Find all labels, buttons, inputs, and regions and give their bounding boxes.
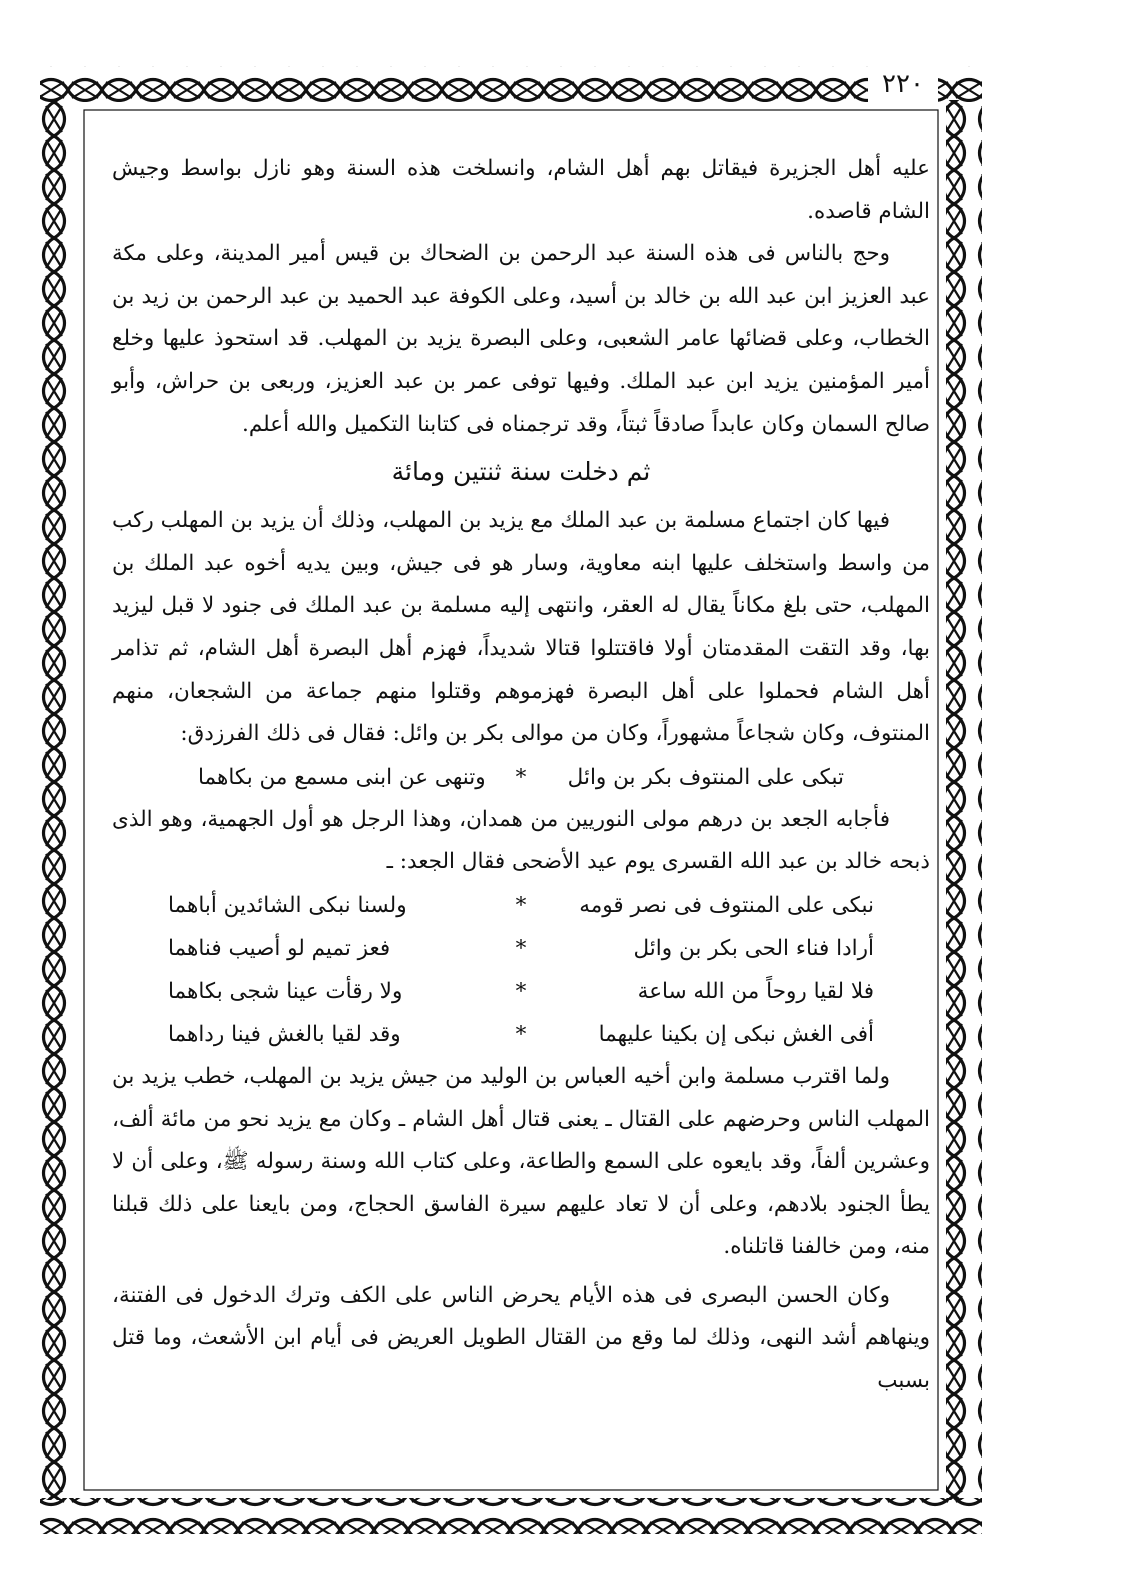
verse-separator: * [515, 935, 527, 961]
paragraph: فيها كان اجتماع مسلمة بن عبد الملك مع يزيد بن المهلب، وذلك أن يزيد بن المهلب ركب من واسط واستخلف عليها ابنه معاوية، وسار هو فى جيش، وبين يديه أخوه عبد الملك بن المهلب، حتى بلغ مكاناً يقال له العقر، وانتهى إليه مسلمة بن عبد الملك فى جنود لا قبل ليزيد بها، وقد التقت المقدمتان أولا فاقتتلوا قتالا شديداً، فهزم أهل البصرة أهل الشام، ثم تذامر أهل الشام فحملوا على أهل البصرة فهزموهم وقتلوا منهم جماعة من الشجعان، منهم المنتوف، وكان شجاعاً مشهوراً، وكان من موالى بكر بن وائل: فقال فى ذلك الفرزدق: [112, 508, 930, 747]
verse-hemistich: وقد لقيا بالغش فينا رداهما [168, 1021, 401, 1047]
verse-hemistich: أرادا فناء الحى بكر بن وائل [633, 935, 874, 961]
paragraph: عليه أهل الجزيرة فيقاتل بهم أهل الشام، وانسلخت هذه السنة وهو نازل بواسط وجيش الشام قاصده. [112, 156, 930, 224]
verse-separator: * [515, 892, 527, 918]
page-number: ٢٢٠ [868, 66, 938, 102]
paragraph: وكان الحسن البصرى فى هذه الأيام يحرض الناس على الكف وترك الدخول فى الفتنة، وينهاهم أشد النهى، وذلك لما وقع من القتال الطويل العريض فى أيام ابن الأشعث، وما قتل بسبب [112, 1282, 930, 1394]
paragraph: وحج بالناس فى هذه السنة عبد الرحمن بن الضحاك بن قيس أمير المدينة، وعلى مكة عبد العزيز ابن عبد الله بن خالد بن أسيد، وعلى الكوفة عبد الحميد بن عبد الرحمن بن زيد بن الخطاب، وعلى قضائها عامر الشعبى، وعلى البصرة يزيد بن المهلب. قد استحوذ عليها وخلع أمير المؤمنين يزيد ابن عبد الملك. وفيها توفى عمر بن عبد العزيز، وربعى بن حراش، وأبو صالح السمان وكان عابداً صادقاً ثبتاً، وقد ترجمناه فى كتابنا التكميل والله أعلم. [112, 241, 930, 437]
verse-hemistich: ولسنا نبكى الشائدين أباهما [168, 892, 407, 918]
verse-line [112, 970, 930, 1013]
verse-hemistich: نبكى على المنتوف فى نصر قومه [579, 892, 874, 918]
section-heading: ثم دخلت سنة ثنتين ومائة [391, 457, 651, 487]
verse-separator: * [515, 1021, 527, 1047]
verse-separator: * [515, 764, 527, 790]
verse-hemistich: فلا لقيا روحاً من الله ساعة [637, 978, 874, 1004]
paragraph: ولما اقترب مسلمة وابن أخيه العباس بن الوليد من جيش يزيد بن المهلب، خطب يزيد بن المهلب الناس وحرضهم على القتال ـ يعنى قتال أهل الشام ـ وكان مع يزيد نحو من مائة ألف، وعشرين ألفاً، وقد بايعوه على السمع والطاعة، وعلى كتاب الله وسنة رسوله ﷺ، وعلى أن لا يطأ الجنود بلادهم، وعلى أن لا تعاد عليهم سيرة الفاسق الحجاج، ومن بايعنا على ذلك قبلنا منه، ومن خالفنا قاتلناه. [112, 1063, 930, 1260]
page-body [112, 148, 930, 1488]
verse-line [112, 884, 930, 927]
verse-hemistich: فعز تميم لو أصيب فناهما [168, 935, 391, 961]
verse-hemistich: أفى الغش نبكى إن بكينا عليهما [598, 1021, 874, 1047]
paragraph: فأجابه الجعد بن درهم مولى النوريين من همدان، وهذا الرجل هو أول الجهمية، وهو الذى ذبحه خالد بن عبد الله القسرى يوم عيد الأضحى فقال الجعد: ـ [112, 806, 930, 875]
verse-separator: * [515, 978, 527, 1004]
verse-hemistich: وتنهى عن ابنى مسمع من بكاهما [198, 764, 486, 790]
verse-hemistich: ولا رقأت عينا شجى بكاهما [168, 978, 403, 1004]
verse-line [112, 1013, 930, 1056]
verse-hemistich: تبكى على المنتوف بكر بن وائل [567, 764, 844, 790]
verse-line [112, 756, 930, 799]
verse-line [112, 927, 930, 970]
